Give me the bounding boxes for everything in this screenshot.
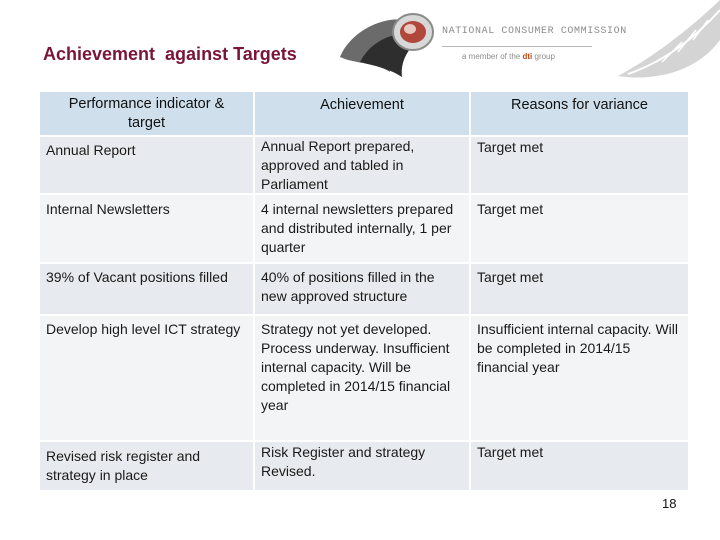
table-cell-reason: Target met <box>471 264 688 316</box>
table-row <box>40 137 688 195</box>
ncc-logo-swirl-icon <box>330 2 450 80</box>
targets-table <box>40 92 688 492</box>
table-cell-achievement: Strategy not yet developed. Process underway. Insufficient internal capacity. Will be completed in 2014/15 financial year <box>255 316 471 442</box>
table-cell-indicator: Develop high level ICT strategy <box>40 316 255 442</box>
header-reasons-for-variance: Reasons for variance <box>471 92 688 137</box>
table-cell-reason: Target met <box>471 137 688 195</box>
table-cell-indicator: Internal Newsletters <box>40 195 255 264</box>
table-cell-indicator: Annual Report <box>40 137 255 195</box>
header-achievement: Achievement <box>255 92 471 137</box>
table-row <box>40 442 688 492</box>
header-performance-indicator: Performance indicator & target <box>40 92 255 137</box>
table-cell-achievement: 40% of positions filled in the new approved structure <box>255 264 471 316</box>
logo-tagline-brand: dti <box>522 52 533 61</box>
logo-tagline-prefix: a member of the <box>462 52 523 61</box>
logo-org-name: NATIONAL CONSUMER COMMISSION <box>442 26 627 37</box>
table-cell-achievement: Risk Register and strategy Revised. <box>255 442 471 492</box>
leaf-decoration-icon <box>598 0 720 80</box>
table-cell-achievement: 4 internal newsletters prepared and distributed internally, 1 per quarter <box>255 195 471 264</box>
page-number: 18 <box>662 496 677 511</box>
table-cell-achievement: Annual Report prepared, approved and tabled in Parliament <box>255 137 471 195</box>
table-header-row <box>40 92 688 137</box>
table-cell-indicator: Revised risk register and strategy in place <box>40 442 255 492</box>
table-cell-reason: Target met <box>471 195 688 264</box>
logo-tagline-suffix: group <box>532 52 555 61</box>
table-cell-indicator: 39% of Vacant positions filled <box>40 264 255 316</box>
table-row <box>40 195 688 264</box>
table-row <box>40 264 688 316</box>
table-cell-reason: Insufficient internal capacity. Will be completed in 2014/15 financial year <box>471 316 688 442</box>
logo-tagline <box>462 52 555 61</box>
slide-title: Achievement against Targets <box>43 44 297 64</box>
logo-divider <box>442 46 592 47</box>
table-row <box>40 316 688 442</box>
table-cell-reason: Target met <box>471 442 688 492</box>
